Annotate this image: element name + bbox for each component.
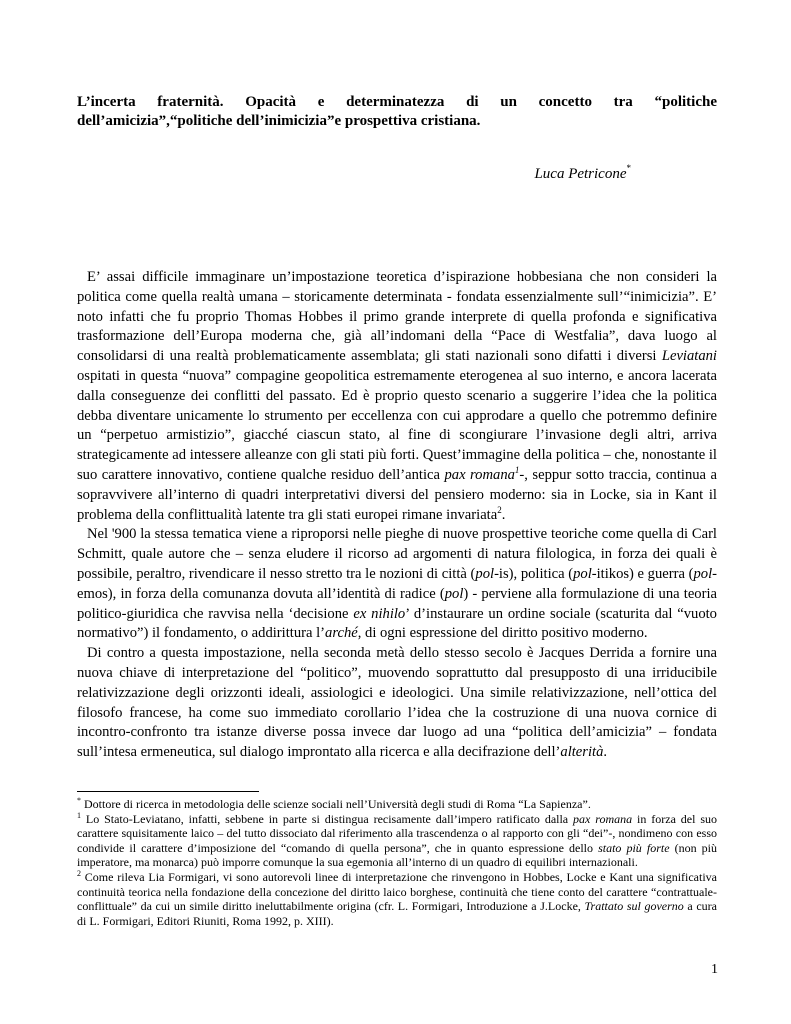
title-line-2: dell’amicizia”,“politiche dell’inimicizia”e prospettiva cristiana. xyxy=(77,113,481,129)
fn2-text-b: a cura di L. Formigari, Editori Riuniti, Roma 1992, p. XIII). xyxy=(77,899,717,928)
footnote-author xyxy=(77,797,717,812)
footnote-1-marker: 1 xyxy=(77,810,81,820)
p2-italic-arche: arché xyxy=(325,625,358,642)
page-number: 1 xyxy=(711,962,718,977)
p2-text-c: -itikos) e guerra ( xyxy=(591,565,694,582)
fn2-italic-trattato: Trattato sul governo xyxy=(584,899,684,914)
footnote-1 xyxy=(77,812,717,870)
body-text xyxy=(77,268,717,763)
p2-text-g: , di ogni espressione del diritto positivo moderno. xyxy=(357,625,648,642)
fn1-text-a: Lo Stato-Leviatano, infatti, sebbene in parte si distingua recisamente dall’impero ratificato dalla xyxy=(81,811,574,826)
footnotes xyxy=(77,797,717,928)
author-name-text: Luca Petricone xyxy=(534,166,627,182)
footnote-ref-2[interactable]: 2 xyxy=(497,504,502,515)
p2-italic-pol-2: pol xyxy=(573,565,592,582)
p2-italic-ex-nihilo: ex nihilo xyxy=(353,605,406,622)
p3-text-b: . xyxy=(603,744,608,761)
p2-italic-pol-4: pol xyxy=(444,585,464,602)
p1-italic-leviatani: Leviatani xyxy=(661,348,717,365)
paper-title xyxy=(77,93,717,131)
paragraph-1 xyxy=(77,268,717,525)
paragraph-3 xyxy=(77,644,717,763)
footnote-author-marker: * xyxy=(77,796,81,805)
p3-text-a: Di contro a questa impostazione, nella seconda metà dello stesso secolo è Jacques Derrida a fornire una nuova chiave di interpretazione del “politico”, muovendo soprattutto dal presupposto di una irriducibile relativizzazione degli orizzonti ideali, assiologici e ideologici. Una simile relativizzazione, nell’ottica del filosofo francese, ha come suo immediato corollario l’idea che la costruzione di una nuova cornice di incontro-confronto tra istanze diverse possa invece dar luogo ad una “politica dell’amicizia” – fondata sull’intesa ermeneutica, sul dialogo improntato alla ricerca e alla decifrazione dell’ xyxy=(77,645,717,761)
footnote-2-marker: 2 xyxy=(77,868,81,878)
p2-text-b: -is), politica ( xyxy=(494,565,574,582)
p1-text-a: E’ assai difficile immaginare un’impostazione teoretica d’ispirazione hobbesiana che non consideri la politica come quella realtà umana – storicamente determinata - fondata essenzialmente sull’“inimicizia”. E’ noto infatti che fu proprio Thomas Hobbes il primo grande interprete di quella profonda e significativa trasformazione dell’Europa moderna che, già all’indomani della “Pace di Westfalia”, dava luogo al consolidarsi di una realtà problematicamente assemblata; gli stati nazionali sono difatti i diversi xyxy=(77,269,717,365)
p1-text-c: -, seppur sotto traccia, continua a sopravvivere all’interno di quadri interpretativi diversi del pensiero moderno: sia in Locke, sia in Kant il problema della conflittualità latente tra gli stati europei rimane invariata xyxy=(77,466,718,523)
fn1-text-b: in forza del suo carattere squisitamente laico – del tutto dissociato dal riferimento alla trascendenza o al rapporto con gli “dei”-, nondimeno con esso condivide il carattere d’imposizione del “comando di quella persona”, che in quanto espressione dello xyxy=(77,811,717,855)
fn1-text-c: (non più imperatore, ma monarca) può imporre comunque la sua egemonia all’interno di un quadro di equilibri internazionali. xyxy=(77,840,717,870)
author-name xyxy=(534,163,631,183)
footnote-author-text: Dottore di ricerca in metodologia delle scienze sociali nell’Università degli studi di Roma “La Sapienza”. xyxy=(81,797,591,811)
fn1-italic-pax-romana: pax romana xyxy=(573,811,633,826)
footnote-2 xyxy=(77,870,717,928)
p1-italic-pax-romana: pax romana xyxy=(444,466,515,483)
p1-text-b: ospitati in questa “nuova” compagine geopolitica estremamente eterogenea al suo interno, e ancora lacerata dalla conseguenze dei conflitti del passato. Ed è proprio questo scenario a suggerire l’idea che la politica debba diventare unicamente lo strumento per eccellenza con cui approdare a quello che potremmo definire un “perpetuo armistizio”, giacché ciascun stato, al fine di scongiurare l’invasione degli altri, arriva strategicamente ad intessere alleanze con gli stati più forti. Quest’immagine della politica – che, nonostante il suo carattere innovativo, contiene qualche residuo dell’antica xyxy=(77,367,717,483)
fn2-text-a: Come rileva Lia Formigari, vi sono autorevoli linee di interpretazione che rinvengono in Hobbes, Locke e Kant una significativa continuità teorica nella fondazione della concezione del diritto laico borghese, continuità che tiene conto del carattere “contrattuale-conflittuale” da cui un simile diritto ineluttabilmente origina (cfr. L. Formigari, Introduzione a J.Locke, xyxy=(77,869,717,914)
p2-text-f: ’ d’instaurare un ordine sociale (scaturita dal “vuoto normativo”) il fondamento, o addirittura l’ xyxy=(77,605,717,642)
fn1-italic-stato-piu-forte: stato più forte xyxy=(598,840,670,855)
p3-italic-alterita: alterità xyxy=(560,744,604,761)
p2-text-e: ) - perviene alla formulazione di una teoria politico-giuridica che ravvisa nella ‘decisione xyxy=(77,585,717,622)
p2-italic-pol-3: pol xyxy=(693,565,713,582)
footnote-ref-1[interactable]: 1 xyxy=(514,464,520,475)
p1-text-d: . xyxy=(501,506,506,523)
author-footnote-marker[interactable]: * xyxy=(626,163,631,173)
footnote-separator xyxy=(77,791,259,792)
p2-text-a: Nel '900 la stessa tematica viene a riproporsi nelle pieghe di nuove prospettive teoriche come quella di Carl Schmitt, quale autore che – senza eludere il ricorso ad argomenti di natura filologica, in forza dei quali è possibile, peraltro, rivendicare il nesso stretto tra le nozioni di città ( xyxy=(77,526,717,582)
p2-text-d: -emos), in forza della comunanza dovuta all’identità di radice ( xyxy=(77,565,717,602)
p2-italic-pol-1: pol xyxy=(475,565,495,582)
paragraph-2 xyxy=(77,525,717,644)
title-line-1: L’incerta fraternità. Opacità e determinatezza di un concetto tra “politiche xyxy=(77,94,717,110)
